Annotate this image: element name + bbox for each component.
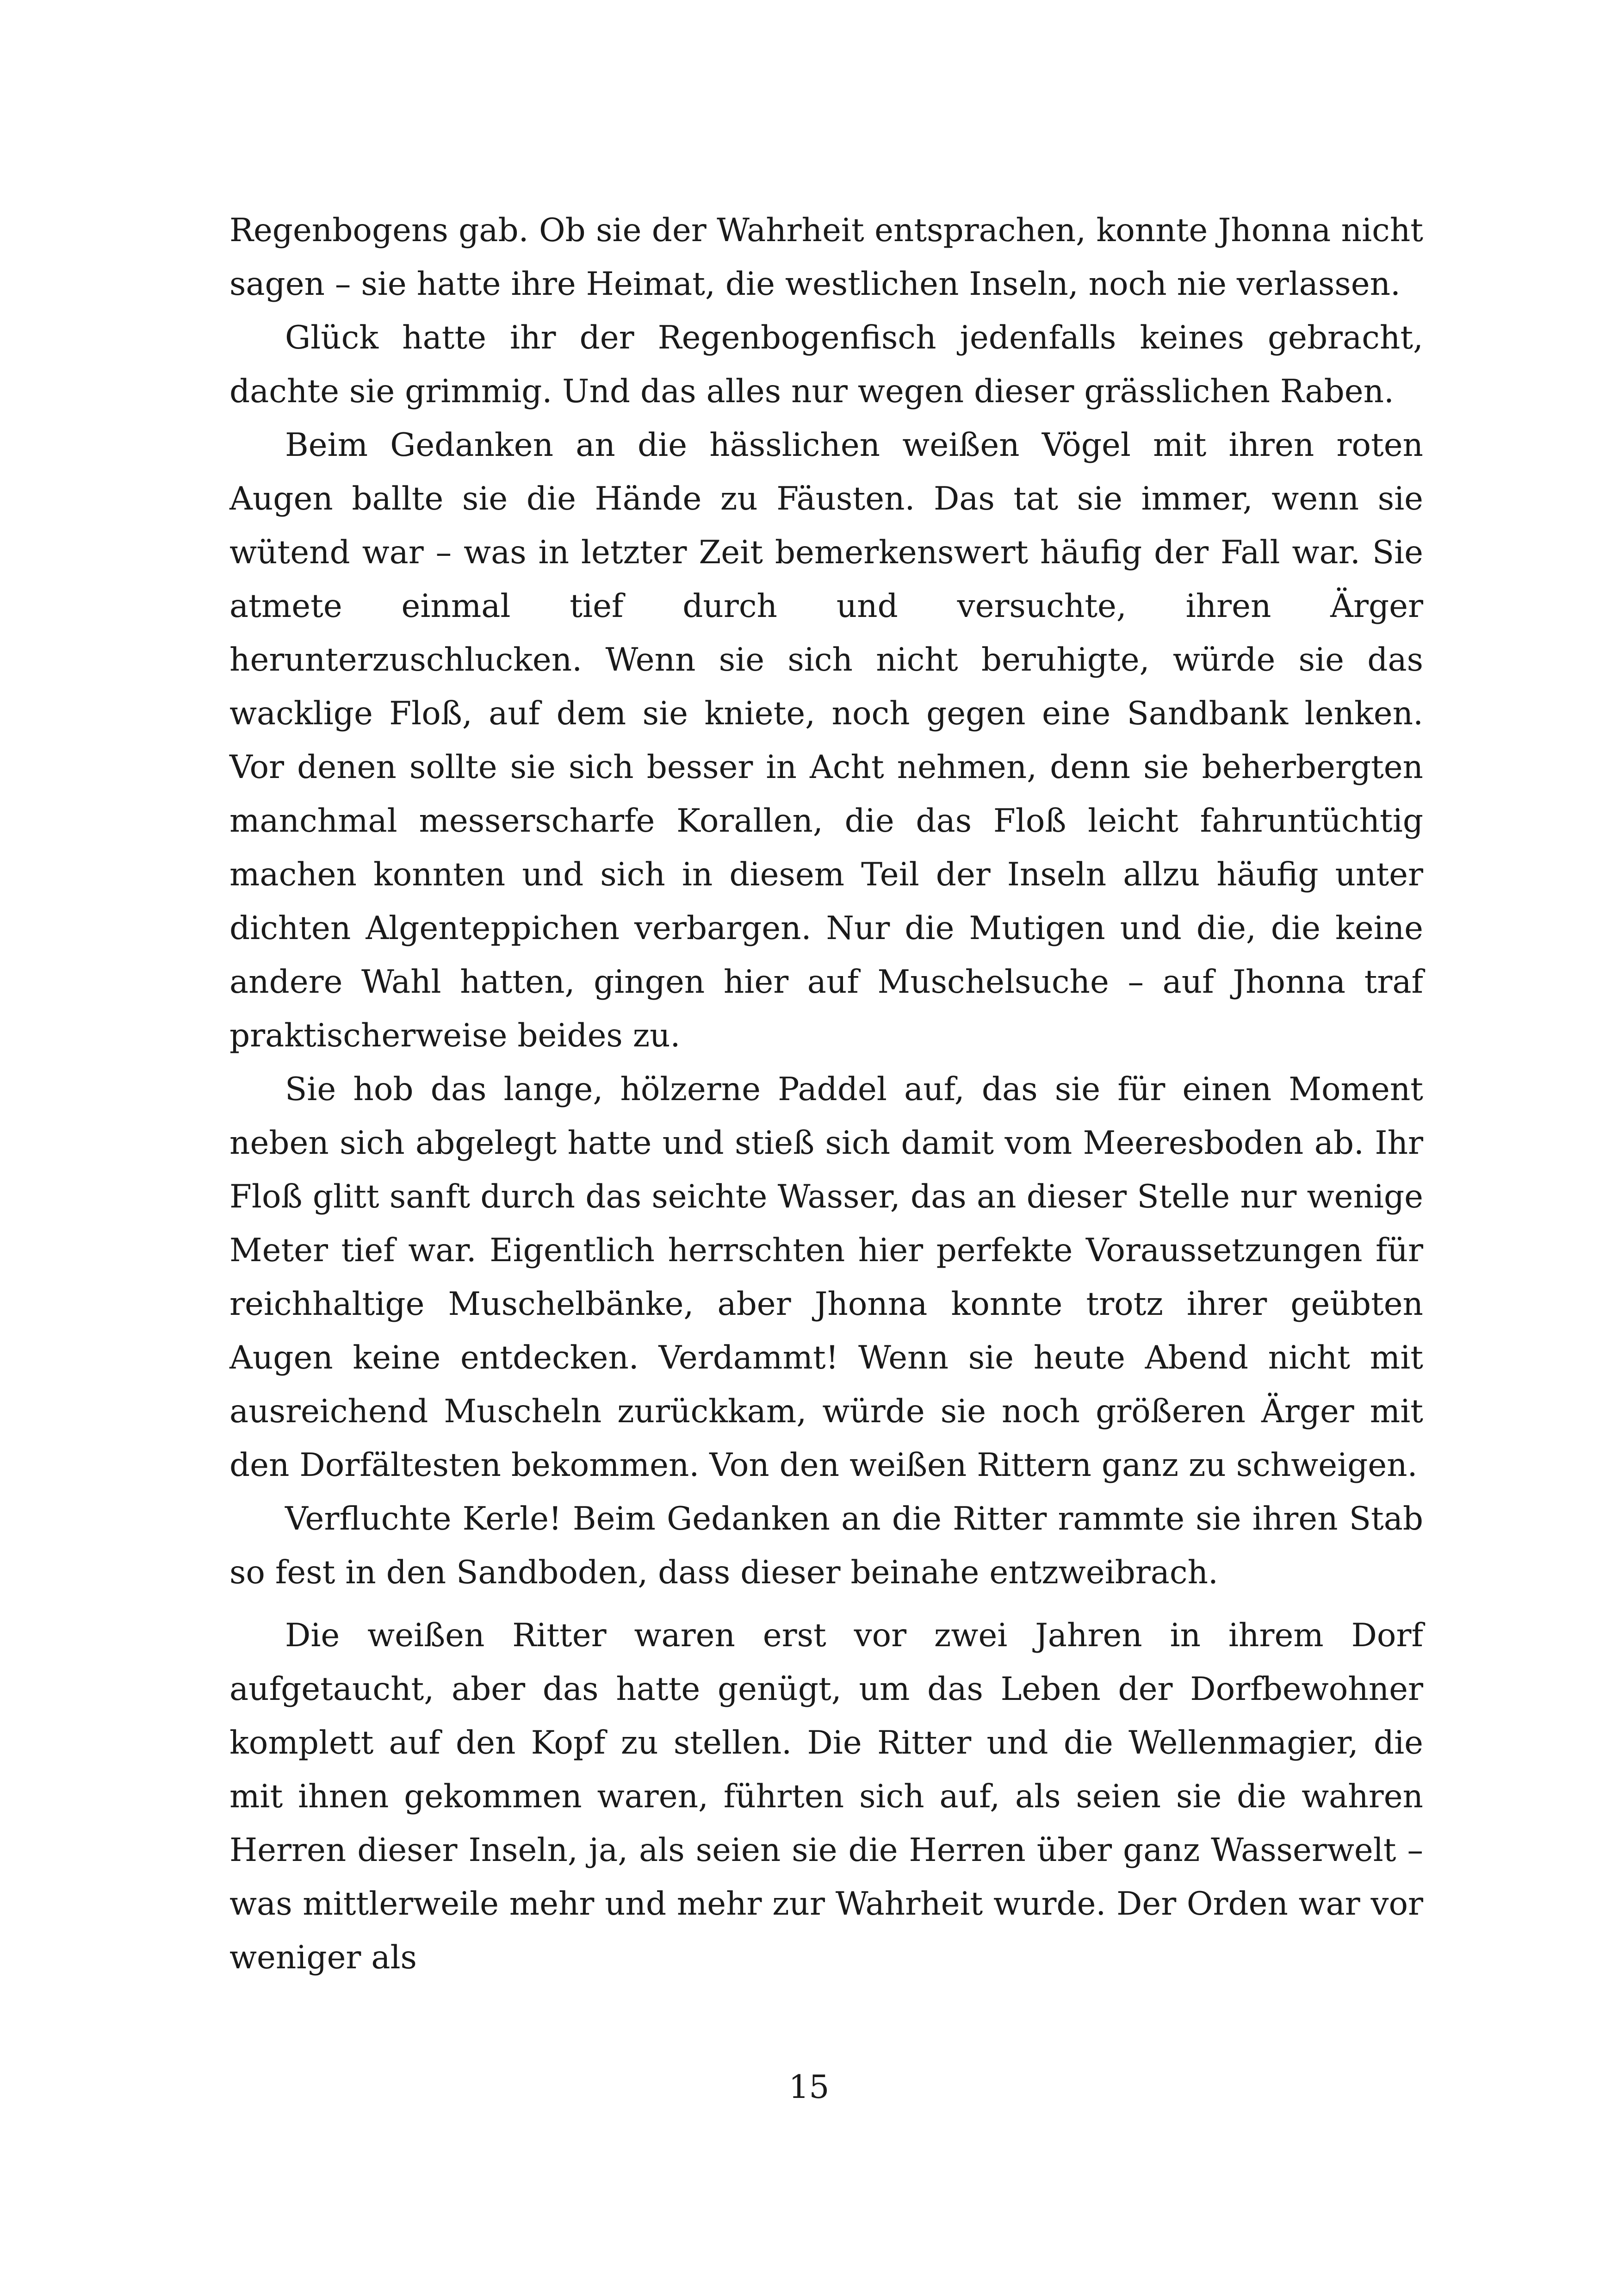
- page-number: 15: [788, 2069, 830, 2106]
- body-text: [229, 204, 1423, 1985]
- paragraph-1: Regenbogens gab. Ob sie der Wahrheit entsprachen, konnte Jhonna nicht sagen – sie hatte ihre Heimat, die westlichen Inseln, noch nie verlassen.: [229, 212, 1423, 303]
- paragraph-3: Beim Gedanken an die hässlichen weißen Vögel mit ihren roten Augen ballte sie die Hände zu Fäusten. Das tat sie immer, wenn sie wütend war – was in letzter Zeit bemerkenswert häufig der Fall war. Sie atmete einmal tief durch und versuchte, ihren Ärger herunterzuschlucken. Wenn sie sich nicht beruhigte, würde sie das wacklige Floß, auf dem sie kniete, noch gegen eine Sandbank lenken. Vor denen sollte sie sich besser in Acht nehmen, denn sie beherbergten manchmal messerscharfe Korallen, die das Floß leicht fahruntüchtig machen konnten und sich in diesem Teil der Inseln allzu häufig unter dichten Algenteppichen verbargen. Nur die Mutigen und die, die keine andere Wahl hatten, gingen hier auf Muschelsuche – auf Jhonna traf praktischerweise beides zu.: [229, 427, 1423, 1054]
- paragraph-5: Verfluchte Kerle! Beim Gedanken an die Ritter rammte sie ihren Stab so fest in den Sandboden, dass dieser beinahe entzweibrach.: [229, 1500, 1423, 1591]
- paragraph-6: Die weißen Ritter waren erst vor zwei Jahren in ihrem Dorf aufgetaucht, aber das hatte genügt, um das Leben der Dorfbewohner komplett auf den Kopf zu stellen. Die Ritter und die Wellenmagier, die mit ihnen gekommen waren, führten sich auf, als seien sie die wahren Herren dieser Inseln, ja, als seien sie die Herren über ganz Wasserwelt – was mittlerweile mehr und mehr zur Wahrheit wurde. Der Orden war vor weniger als: [229, 1617, 1423, 1976]
- paragraph-2: Glück hatte ihr der Regenbogenfisch jedenfalls keines gebracht, dachte sie grimmig. Und das alles nur wegen dieser grässlichen Raben.: [229, 319, 1423, 410]
- paragraph-4: Sie hob das lange, hölzerne Paddel auf, das sie für einen Moment neben sich abgelegt hatte und stieß sich damit vom Meeresboden ab. Ihr Floß glitt sanft durch das seichte Wasser, das an dieser Stelle nur wenige Meter tief war. Eigentlich herrschten hier perfekte Voraussetzungen für reichhaltige Muschelbänke, aber Jhonna konnte trotz ihrer geübten Augen keine entdecken. Verdammt! Wenn sie heute Abend nicht mit ausreichend Muscheln zurückkam, würde sie noch größeren Ärger mit den Dorfältesten bekommen. Von den weißen Rittern ganz zu schweigen.: [229, 1071, 1423, 1484]
